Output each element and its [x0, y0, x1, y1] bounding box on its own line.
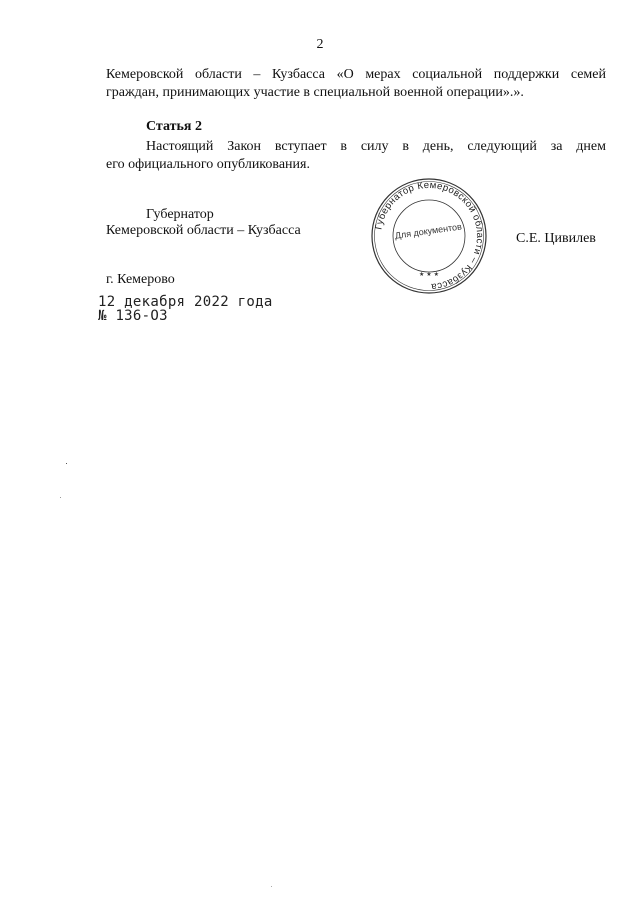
scan-speck — [60, 497, 61, 498]
article-body — [106, 138, 606, 174]
page-number: 2 — [316, 37, 324, 52]
paragraph-line: граждан, принимающих участие в специальной военной операции».». — [106, 85, 524, 100]
article-title: Статья 2 — [146, 119, 202, 134]
official-seal — [369, 176, 489, 296]
article-line: Настоящий Закон вступает в силу в день, следующий за днем — [146, 139, 606, 154]
paragraph-continuation — [106, 66, 606, 102]
place-of-signing: г. Кемерово — [106, 272, 175, 287]
scan-speck — [66, 463, 67, 464]
seal-star-icon: ★ ★ ★ — [419, 271, 439, 278]
seal-ring-text: Губернатор Кемеровской области – Кузбасса — [373, 179, 486, 293]
seal-center-text: Для документов — [394, 221, 463, 241]
law-number: № 136-ОЗ — [98, 308, 168, 324]
signatory-title: Губернатор — [146, 207, 214, 222]
signatory-name: С.Е. Цивилев — [516, 231, 596, 246]
article-line: его официального опубликования. — [106, 157, 310, 172]
signing-date: 12 декабря 2022 года — [98, 294, 273, 310]
scan-speck — [271, 886, 272, 887]
signatory-region: Кемеровской области – Кузбасса — [106, 223, 301, 238]
paragraph-line: Кемеровской области – Кузбасса «О мерах социальной поддержки семей — [106, 67, 606, 82]
